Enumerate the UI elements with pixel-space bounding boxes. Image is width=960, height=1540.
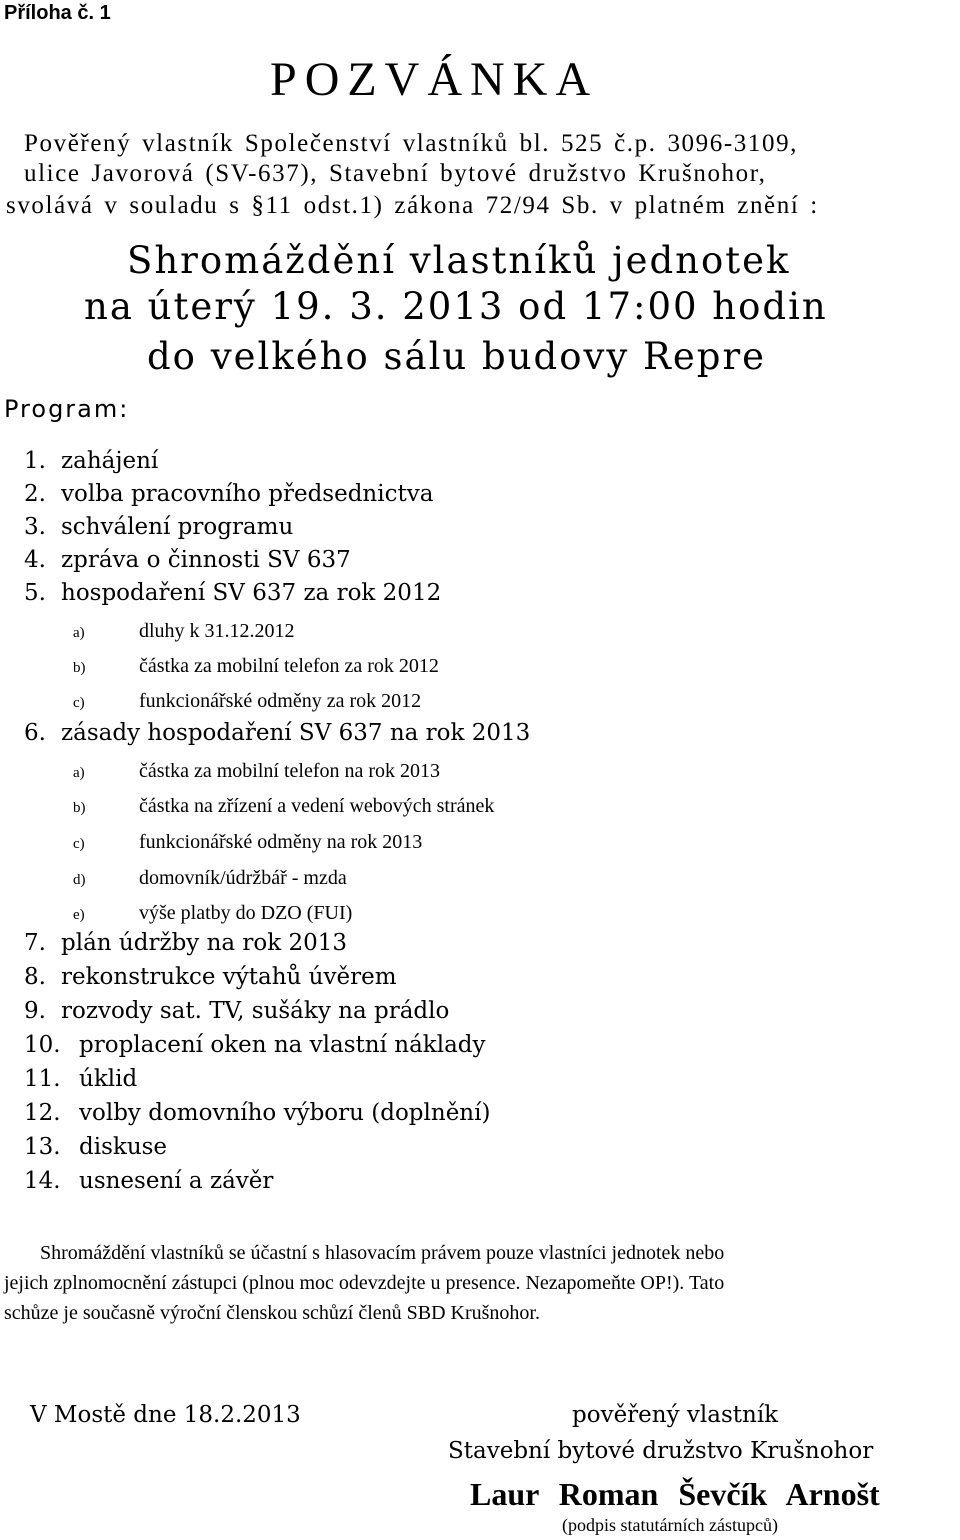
program-item: 3. schválení programu <box>24 514 294 540</box>
program-item: 12. volby domovního výboru (doplnění) <box>24 1100 491 1126</box>
program-subitem: b) částka za mobilní telefon za rok 2012 <box>73 655 439 677</box>
program-item: 7. plán údržby na rok 2013 <box>24 930 348 956</box>
attachment-label: Příloha č. 1 <box>4 2 111 24</box>
program-subitem: c) funkcionářské odměny za rok 2012 <box>73 690 422 712</box>
headline-line-2: na úterý 19. 3. 2013 od 17:00 hodin <box>84 285 828 328</box>
program-item: 14. usnesení a závěr <box>24 1168 274 1194</box>
program-item: 1. zahájení <box>24 448 159 474</box>
intro-line-2: ulice Javorová (SV-637), Stavební bytové družstvo Krušnohor, <box>24 160 767 187</box>
program-subitem: a) částka za mobilní telefon na rok 2013 <box>73 760 441 782</box>
program-item: 6. zásady hospodaření SV 637 na rok 2013 <box>24 720 531 746</box>
note-line-2: jejich zplnomocnění zástupci (plnou moc odevzdejte u presence. Nezapomeňte OP!). Tato <box>4 1272 725 1294</box>
place-date: V Mostě dne 18.2.2013 <box>30 1402 301 1428</box>
program-item: 11. úklid <box>24 1066 138 1092</box>
program-subitem: e) výše platby do DZO (FUI) <box>73 902 353 924</box>
program-subitem: a) dluhy k 31.12.2012 <box>73 620 295 642</box>
note-line-3: schůze je současně výroční členskou schůzí členů SBD Krušnohor. <box>4 1302 540 1324</box>
program-subitem: c) funkcionářské odměny na rok 2013 <box>73 831 423 853</box>
headline-line-1: Shromáždění vlastníků jednotek <box>127 239 791 282</box>
cooperative-name: Stavební bytové družstvo Krušnohor <box>448 1438 874 1464</box>
document-title: POZVÁNKA <box>270 53 598 106</box>
authority-title: pověřený vlastník <box>572 1402 779 1428</box>
program-subitem: b) částka na zřízení a vedení webových stránek <box>73 795 495 817</box>
program-item: 2. volba pracovního předsednictva <box>24 481 434 507</box>
intro-line-1: Pověřený vlastník Společenství vlastníků bl. 525 č.p. 3096-3109, <box>24 130 799 157</box>
program-item: 10. proplacení oken na vlastní náklady <box>24 1032 486 1058</box>
program-label: Program: <box>4 395 130 423</box>
intro-line-3: svolává v souladu s §11 odst.1) zákona 72/94 Sb. v platném znění : <box>6 192 819 219</box>
program-item: 5. hospodaření SV 637 za rok 2012 <box>24 580 442 606</box>
program-subitem: d) domovník/údržbář - mzda <box>73 867 347 889</box>
program-item: 13. diskuse <box>24 1134 168 1160</box>
program-item: 4. zpráva o činnosti SV 637 <box>24 547 351 573</box>
signers: Laur Roman Ševčík Arnošt <box>470 1476 880 1512</box>
signers-note: (podpis statutárních zástupců) <box>562 1515 778 1535</box>
note-line-1: Shromáždění vlastníků se účastní s hlasovacím právem pouze vlastníci jednotek nebo <box>40 1242 725 1264</box>
program-item: 8. rekonstrukce výtahů úvěrem <box>24 964 397 990</box>
headline-line-3: do velkého sálu budovy Repre <box>147 335 767 378</box>
program-item: 9. rozvody sat. TV, sušáky na prádlo <box>24 998 450 1024</box>
